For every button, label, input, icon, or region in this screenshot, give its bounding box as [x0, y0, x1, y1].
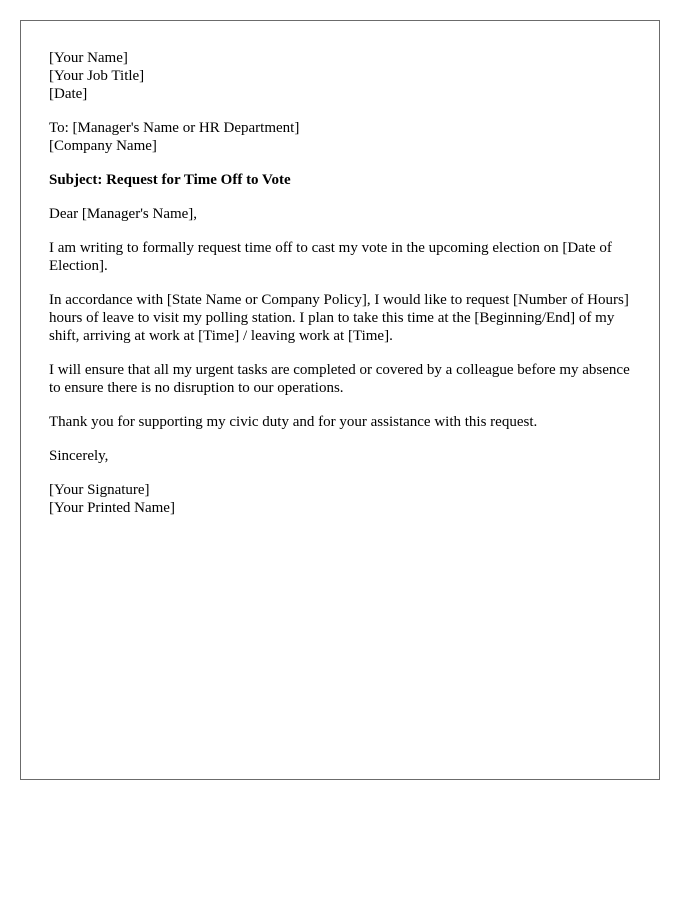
- recipient-company: [Company Name]: [49, 138, 157, 154]
- sender-name: [Your Name]: [49, 50, 128, 66]
- paragraph-details: In accordance with [State Name or Company Policy], I would like to request [Number of Hours] hours of leave to visit my polling station. I plan to take this time at the [Beginning/End] of my shift, arriving at work at [Time] / leaving work at [Time].: [49, 292, 629, 344]
- recipient-to: To: [Manager's Name or HR Department]: [49, 120, 300, 136]
- paragraph-thanks: Thank you for supporting my civic duty and for your assistance with this request.: [49, 414, 538, 430]
- paragraph-coverage: I will ensure that all my urgent tasks are completed or covered by a colleague before my absence to ensure there is no disruption to our operations.: [49, 362, 630, 396]
- signature-block: [49, 481, 637, 517]
- letter-date: [Date]: [49, 86, 88, 102]
- signature-line: [Your Signature]: [49, 482, 150, 498]
- printed-name: [Your Printed Name]: [49, 500, 175, 516]
- sender-job-title: [Your Job Title]: [49, 68, 145, 84]
- sender-block: [49, 49, 637, 103]
- closing: Sincerely,: [49, 448, 109, 464]
- subject-line: Subject: Request for Time Off to Vote: [49, 172, 291, 188]
- letter-body: [49, 49, 637, 533]
- recipient-block: [49, 119, 637, 155]
- greeting: Dear [Manager's Name],: [49, 206, 198, 222]
- letter-page: [20, 20, 660, 780]
- paragraph-request: I am writing to formally request time off to cast my vote in the upcoming election on [Date of Election].: [49, 240, 612, 274]
